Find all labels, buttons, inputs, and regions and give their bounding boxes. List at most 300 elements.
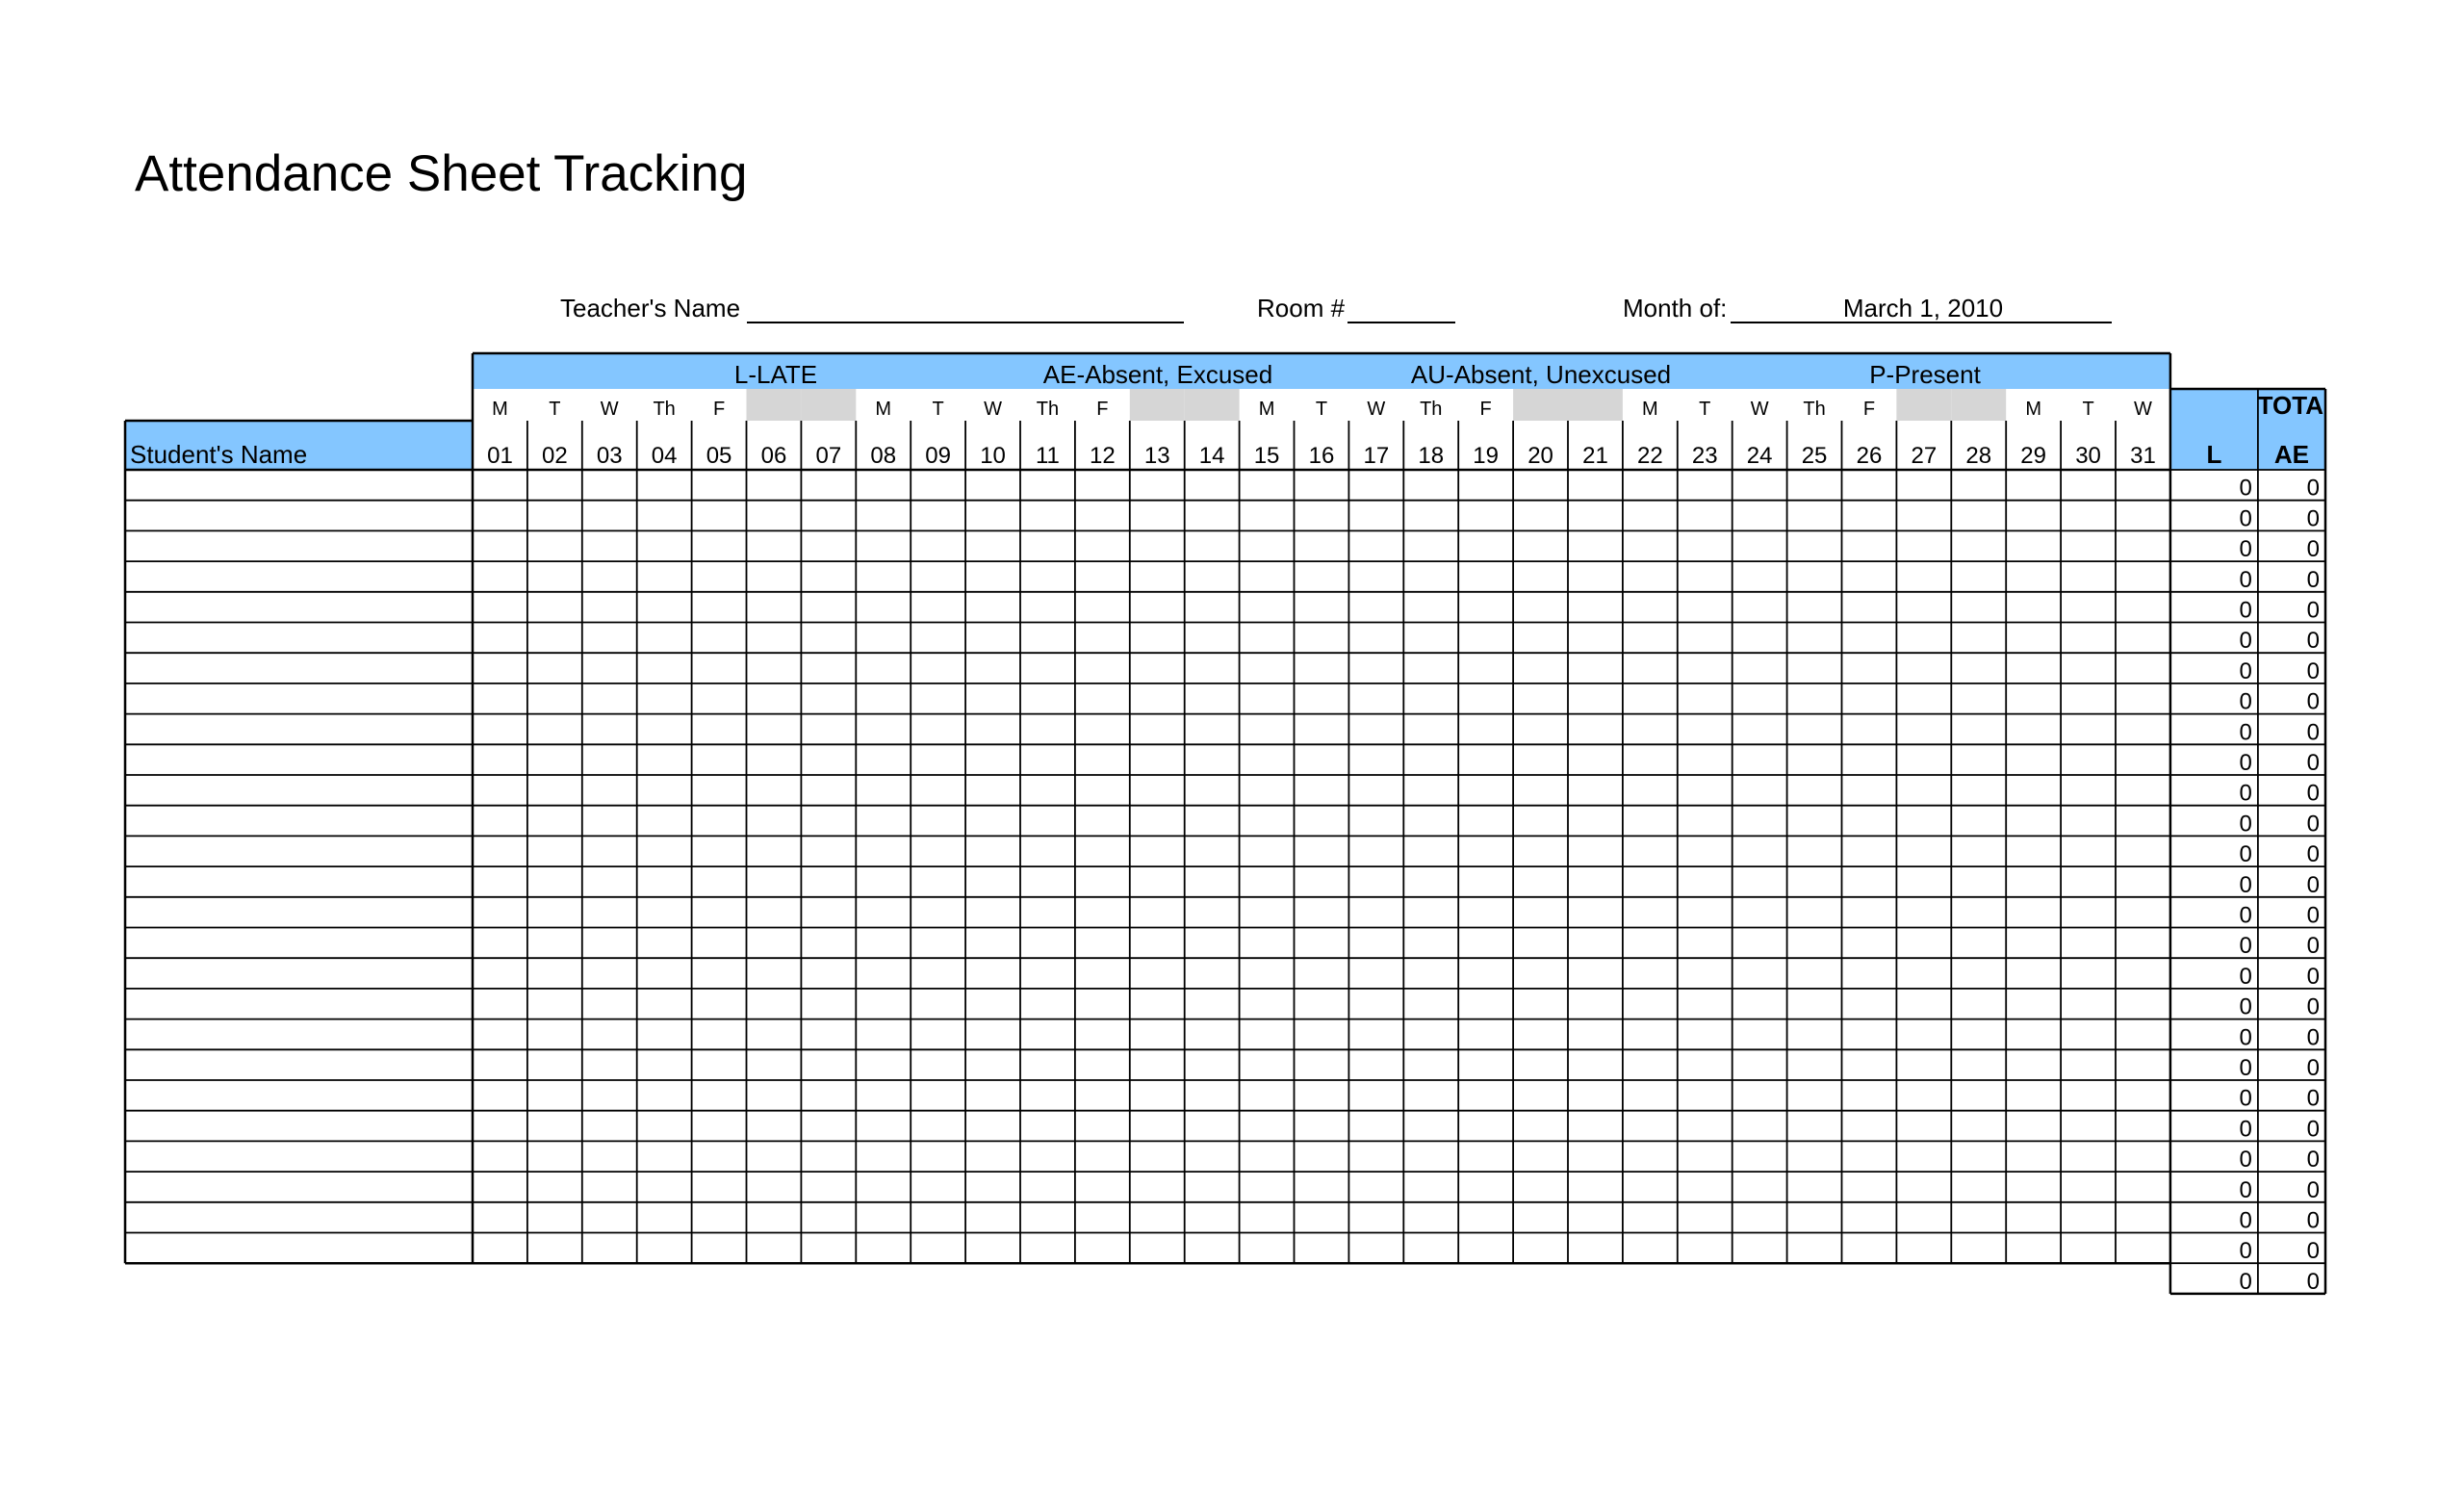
attendance-cell[interactable] bbox=[747, 958, 802, 989]
student-name-cell[interactable] bbox=[125, 623, 473, 654]
attendance-cell[interactable] bbox=[1185, 836, 1240, 866]
attendance-cell[interactable] bbox=[582, 1080, 637, 1111]
attendance-cell[interactable] bbox=[856, 836, 911, 866]
attendance-cell[interactable] bbox=[801, 1111, 856, 1142]
attendance-cell[interactable] bbox=[1513, 530, 1568, 561]
attendance-cell[interactable] bbox=[911, 592, 965, 623]
attendance-cell[interactable] bbox=[747, 561, 802, 592]
attendance-cell[interactable] bbox=[1348, 684, 1403, 714]
attendance-cell[interactable] bbox=[1787, 653, 1842, 684]
attendance-cell[interactable] bbox=[2116, 806, 2170, 837]
attendance-cell[interactable] bbox=[1020, 989, 1075, 1019]
attendance-cell[interactable] bbox=[527, 623, 582, 654]
attendance-cell[interactable] bbox=[1403, 623, 1458, 654]
attendance-cell[interactable] bbox=[1403, 1111, 1458, 1142]
attendance-cell[interactable] bbox=[1240, 744, 1295, 775]
attendance-cell[interactable] bbox=[1513, 1049, 1568, 1080]
attendance-cell[interactable] bbox=[2116, 1080, 2170, 1111]
attendance-cell[interactable] bbox=[473, 1080, 527, 1111]
attendance-cell[interactable] bbox=[637, 836, 692, 866]
attendance-cell[interactable] bbox=[1732, 1172, 1787, 1202]
attendance-cell[interactable] bbox=[1787, 1111, 1842, 1142]
attendance-cell[interactable] bbox=[1458, 470, 1513, 501]
attendance-cell[interactable] bbox=[1732, 806, 1787, 837]
attendance-cell[interactable] bbox=[856, 1019, 911, 1050]
attendance-cell[interactable] bbox=[2006, 1233, 2061, 1264]
attendance-cell[interactable] bbox=[1568, 653, 1623, 684]
attendance-cell[interactable] bbox=[1951, 684, 2006, 714]
attendance-cell[interactable] bbox=[637, 1202, 692, 1233]
attendance-cell[interactable] bbox=[1842, 928, 1897, 959]
attendance-cell[interactable] bbox=[2006, 653, 2061, 684]
attendance-cell[interactable] bbox=[1896, 1172, 1951, 1202]
attendance-cell[interactable] bbox=[801, 470, 856, 501]
student-name-cell[interactable] bbox=[125, 806, 473, 837]
attendance-cell[interactable] bbox=[582, 1233, 637, 1264]
student-name-cell[interactable] bbox=[125, 1202, 473, 1233]
attendance-cell[interactable] bbox=[473, 1111, 527, 1142]
student-name-cell[interactable] bbox=[125, 653, 473, 684]
attendance-cell[interactable] bbox=[1020, 470, 1075, 501]
attendance-cell[interactable] bbox=[801, 866, 856, 897]
attendance-cell[interactable] bbox=[582, 1141, 637, 1172]
attendance-cell[interactable] bbox=[1185, 714, 1240, 745]
attendance-cell[interactable] bbox=[1403, 684, 1458, 714]
attendance-cell[interactable] bbox=[1458, 836, 1513, 866]
attendance-cell[interactable] bbox=[1185, 866, 1240, 897]
attendance-cell[interactable] bbox=[2006, 501, 2061, 531]
attendance-cell[interactable] bbox=[1951, 1019, 2006, 1050]
attendance-cell[interactable] bbox=[1623, 744, 1678, 775]
attendance-cell[interactable] bbox=[1623, 1049, 1678, 1080]
attendance-cell[interactable] bbox=[1787, 958, 1842, 989]
attendance-cell[interactable] bbox=[527, 470, 582, 501]
attendance-cell[interactable] bbox=[2061, 1233, 2116, 1264]
attendance-cell[interactable] bbox=[1295, 653, 1349, 684]
attendance-cell[interactable] bbox=[1185, 623, 1240, 654]
attendance-cell[interactable] bbox=[1896, 684, 1951, 714]
attendance-cell[interactable] bbox=[1348, 653, 1403, 684]
attendance-cell[interactable] bbox=[1348, 775, 1403, 806]
attendance-cell[interactable] bbox=[1623, 1080, 1678, 1111]
attendance-cell[interactable] bbox=[473, 561, 527, 592]
attendance-cell[interactable] bbox=[1348, 1202, 1403, 1233]
attendance-cell[interactable] bbox=[965, 897, 1020, 928]
attendance-cell[interactable] bbox=[801, 744, 856, 775]
attendance-cell[interactable] bbox=[1348, 470, 1403, 501]
attendance-cell[interactable] bbox=[527, 928, 582, 959]
attendance-cell[interactable] bbox=[1513, 1141, 1568, 1172]
attendance-cell[interactable] bbox=[2061, 1172, 2116, 1202]
attendance-cell[interactable] bbox=[2006, 836, 2061, 866]
attendance-cell[interactable] bbox=[1295, 958, 1349, 989]
attendance-cell[interactable] bbox=[1295, 806, 1349, 837]
attendance-cell[interactable] bbox=[1896, 836, 1951, 866]
attendance-cell[interactable] bbox=[1568, 623, 1623, 654]
attendance-cell[interactable] bbox=[1075, 1111, 1130, 1142]
attendance-cell[interactable] bbox=[1787, 744, 1842, 775]
attendance-cell[interactable] bbox=[2061, 501, 2116, 531]
attendance-cell[interactable] bbox=[1240, 623, 1295, 654]
attendance-cell[interactable] bbox=[582, 1202, 637, 1233]
attendance-cell[interactable] bbox=[1295, 684, 1349, 714]
attendance-cell[interactable] bbox=[1623, 501, 1678, 531]
attendance-cell[interactable] bbox=[1075, 1049, 1130, 1080]
attendance-cell[interactable] bbox=[1842, 1080, 1897, 1111]
attendance-cell[interactable] bbox=[1568, 470, 1623, 501]
attendance-cell[interactable] bbox=[1842, 1111, 1897, 1142]
attendance-cell[interactable] bbox=[1020, 561, 1075, 592]
attendance-cell[interactable] bbox=[1678, 501, 1732, 531]
attendance-cell[interactable] bbox=[1513, 958, 1568, 989]
attendance-cell[interactable] bbox=[1732, 1111, 1787, 1142]
attendance-cell[interactable] bbox=[1951, 1202, 2006, 1233]
attendance-cell[interactable] bbox=[801, 928, 856, 959]
attendance-cell[interactable] bbox=[1075, 530, 1130, 561]
attendance-cell[interactable] bbox=[1732, 530, 1787, 561]
attendance-cell[interactable] bbox=[637, 744, 692, 775]
attendance-cell[interactable] bbox=[692, 989, 747, 1019]
attendance-cell[interactable] bbox=[1951, 775, 2006, 806]
attendance-cell[interactable] bbox=[1623, 775, 1678, 806]
attendance-cell[interactable] bbox=[527, 714, 582, 745]
attendance-cell[interactable] bbox=[1678, 1111, 1732, 1142]
attendance-cell[interactable] bbox=[801, 684, 856, 714]
attendance-cell[interactable] bbox=[1240, 806, 1295, 837]
attendance-cell[interactable] bbox=[1732, 561, 1787, 592]
attendance-cell[interactable] bbox=[2061, 684, 2116, 714]
attendance-cell[interactable] bbox=[2061, 1141, 2116, 1172]
attendance-cell[interactable] bbox=[637, 775, 692, 806]
attendance-cell[interactable] bbox=[1020, 928, 1075, 959]
attendance-cell[interactable] bbox=[1732, 1049, 1787, 1080]
attendance-cell[interactable] bbox=[1568, 897, 1623, 928]
attendance-cell[interactable] bbox=[1075, 1202, 1130, 1233]
attendance-cell[interactable] bbox=[801, 775, 856, 806]
attendance-cell[interactable] bbox=[582, 561, 637, 592]
attendance-cell[interactable] bbox=[747, 806, 802, 837]
attendance-cell[interactable] bbox=[965, 1172, 1020, 1202]
student-name-cell[interactable] bbox=[125, 470, 473, 501]
attendance-cell[interactable] bbox=[1678, 806, 1732, 837]
attendance-cell[interactable] bbox=[801, 530, 856, 561]
attendance-cell[interactable] bbox=[1951, 744, 2006, 775]
attendance-cell[interactable] bbox=[1787, 714, 1842, 745]
attendance-cell[interactable] bbox=[1568, 1049, 1623, 1080]
attendance-cell[interactable] bbox=[911, 1233, 965, 1264]
attendance-cell[interactable] bbox=[1403, 530, 1458, 561]
attendance-cell[interactable] bbox=[1896, 1111, 1951, 1142]
attendance-cell[interactable] bbox=[911, 836, 965, 866]
attendance-cell[interactable] bbox=[965, 775, 1020, 806]
attendance-cell[interactable] bbox=[1458, 806, 1513, 837]
attendance-cell[interactable] bbox=[1678, 1202, 1732, 1233]
attendance-cell[interactable] bbox=[2116, 714, 2170, 745]
attendance-cell[interactable] bbox=[1787, 928, 1842, 959]
attendance-cell[interactable] bbox=[1678, 592, 1732, 623]
attendance-cell[interactable] bbox=[2061, 470, 2116, 501]
attendance-cell[interactable] bbox=[2006, 470, 2061, 501]
attendance-cell[interactable] bbox=[2006, 744, 2061, 775]
attendance-cell[interactable] bbox=[1678, 561, 1732, 592]
attendance-cell[interactable] bbox=[1130, 1233, 1185, 1264]
attendance-cell[interactable] bbox=[2006, 714, 2061, 745]
attendance-cell[interactable] bbox=[1896, 1019, 1951, 1050]
attendance-cell[interactable] bbox=[911, 684, 965, 714]
attendance-cell[interactable] bbox=[1951, 653, 2006, 684]
attendance-cell[interactable] bbox=[1513, 561, 1568, 592]
attendance-cell[interactable] bbox=[1568, 684, 1623, 714]
attendance-cell[interactable] bbox=[582, 928, 637, 959]
attendance-cell[interactable] bbox=[1075, 684, 1130, 714]
attendance-cell[interactable] bbox=[1295, 1019, 1349, 1050]
student-name-cell[interactable] bbox=[125, 744, 473, 775]
attendance-cell[interactable] bbox=[1842, 806, 1897, 837]
attendance-cell[interactable] bbox=[911, 1049, 965, 1080]
attendance-cell[interactable] bbox=[2061, 1049, 2116, 1080]
attendance-cell[interactable] bbox=[1020, 1049, 1075, 1080]
attendance-cell[interactable] bbox=[1020, 744, 1075, 775]
attendance-cell[interactable] bbox=[2061, 836, 2116, 866]
attendance-cell[interactable] bbox=[1458, 1141, 1513, 1172]
attendance-cell[interactable] bbox=[1951, 714, 2006, 745]
student-name-cell[interactable] bbox=[125, 775, 473, 806]
attendance-cell[interactable] bbox=[1951, 897, 2006, 928]
attendance-cell[interactable] bbox=[2061, 1202, 2116, 1233]
attendance-cell[interactable] bbox=[527, 866, 582, 897]
attendance-cell[interactable] bbox=[2006, 1049, 2061, 1080]
attendance-cell[interactable] bbox=[1130, 744, 1185, 775]
attendance-cell[interactable] bbox=[1623, 592, 1678, 623]
attendance-cell[interactable] bbox=[1678, 989, 1732, 1019]
attendance-cell[interactable] bbox=[1403, 1141, 1458, 1172]
attendance-cell[interactable] bbox=[1568, 866, 1623, 897]
attendance-cell[interactable] bbox=[801, 1172, 856, 1202]
attendance-cell[interactable] bbox=[1240, 592, 1295, 623]
attendance-cell[interactable] bbox=[1295, 1141, 1349, 1172]
attendance-cell[interactable] bbox=[1842, 1233, 1897, 1264]
attendance-cell[interactable] bbox=[747, 592, 802, 623]
attendance-cell[interactable] bbox=[747, 530, 802, 561]
attendance-cell[interactable] bbox=[1787, 684, 1842, 714]
attendance-cell[interactable] bbox=[1513, 1019, 1568, 1050]
attendance-cell[interactable] bbox=[1458, 1111, 1513, 1142]
attendance-cell[interactable] bbox=[2116, 866, 2170, 897]
attendance-cell[interactable] bbox=[965, 684, 1020, 714]
attendance-cell[interactable] bbox=[2116, 623, 2170, 654]
attendance-cell[interactable] bbox=[1896, 470, 1951, 501]
attendance-cell[interactable] bbox=[2061, 1019, 2116, 1050]
attendance-cell[interactable] bbox=[2061, 866, 2116, 897]
attendance-cell[interactable] bbox=[911, 806, 965, 837]
attendance-cell[interactable] bbox=[1732, 592, 1787, 623]
attendance-cell[interactable] bbox=[1623, 714, 1678, 745]
attendance-cell[interactable] bbox=[1732, 1141, 1787, 1172]
attendance-cell[interactable] bbox=[692, 806, 747, 837]
attendance-cell[interactable] bbox=[911, 744, 965, 775]
attendance-cell[interactable] bbox=[1185, 501, 1240, 531]
attendance-cell[interactable] bbox=[582, 775, 637, 806]
attendance-cell[interactable] bbox=[1732, 744, 1787, 775]
attendance-cell[interactable] bbox=[692, 714, 747, 745]
attendance-cell[interactable] bbox=[1678, 1019, 1732, 1050]
attendance-cell[interactable] bbox=[2061, 623, 2116, 654]
attendance-cell[interactable] bbox=[1185, 561, 1240, 592]
attendance-cell[interactable] bbox=[2006, 1202, 2061, 1233]
attendance-cell[interactable] bbox=[1295, 775, 1349, 806]
attendance-cell[interactable] bbox=[1458, 1019, 1513, 1050]
attendance-cell[interactable] bbox=[582, 714, 637, 745]
attendance-cell[interactable] bbox=[1020, 958, 1075, 989]
attendance-cell[interactable] bbox=[1348, 806, 1403, 837]
attendance-cell[interactable] bbox=[1348, 744, 1403, 775]
attendance-cell[interactable] bbox=[527, 561, 582, 592]
attendance-cell[interactable] bbox=[1458, 623, 1513, 654]
attendance-cell[interactable] bbox=[1896, 897, 1951, 928]
student-name-cell[interactable] bbox=[125, 1172, 473, 1202]
attendance-cell[interactable] bbox=[637, 1080, 692, 1111]
attendance-cell[interactable] bbox=[801, 836, 856, 866]
attendance-cell[interactable] bbox=[856, 623, 911, 654]
attendance-cell[interactable] bbox=[1896, 530, 1951, 561]
attendance-cell[interactable] bbox=[856, 1141, 911, 1172]
attendance-cell[interactable] bbox=[2061, 958, 2116, 989]
attendance-cell[interactable] bbox=[1568, 530, 1623, 561]
attendance-cell[interactable] bbox=[747, 1233, 802, 1264]
attendance-cell[interactable] bbox=[637, 806, 692, 837]
student-name-cell[interactable] bbox=[125, 989, 473, 1019]
student-name-cell[interactable] bbox=[125, 1049, 473, 1080]
attendance-cell[interactable] bbox=[1130, 501, 1185, 531]
attendance-cell[interactable] bbox=[1513, 1202, 1568, 1233]
attendance-cell[interactable] bbox=[1185, 744, 1240, 775]
attendance-cell[interactable] bbox=[2116, 561, 2170, 592]
attendance-cell[interactable] bbox=[1513, 684, 1568, 714]
attendance-cell[interactable] bbox=[1787, 836, 1842, 866]
attendance-cell[interactable] bbox=[1623, 684, 1678, 714]
attendance-cell[interactable] bbox=[1403, 958, 1458, 989]
attendance-cell[interactable] bbox=[1623, 1233, 1678, 1264]
attendance-cell[interactable] bbox=[801, 623, 856, 654]
attendance-cell[interactable] bbox=[1295, 530, 1349, 561]
attendance-cell[interactable] bbox=[1732, 1202, 1787, 1233]
attendance-cell[interactable] bbox=[527, 989, 582, 1019]
attendance-cell[interactable] bbox=[1130, 714, 1185, 745]
attendance-cell[interactable] bbox=[582, 530, 637, 561]
attendance-cell[interactable] bbox=[1896, 653, 1951, 684]
attendance-cell[interactable] bbox=[1842, 470, 1897, 501]
attendance-cell[interactable] bbox=[1240, 928, 1295, 959]
attendance-cell[interactable] bbox=[2116, 744, 2170, 775]
attendance-cell[interactable] bbox=[473, 530, 527, 561]
attendance-cell[interactable] bbox=[1896, 501, 1951, 531]
attendance-cell[interactable] bbox=[1130, 775, 1185, 806]
attendance-cell[interactable] bbox=[1185, 897, 1240, 928]
attendance-cell[interactable] bbox=[527, 1202, 582, 1233]
attendance-cell[interactable] bbox=[1075, 1233, 1130, 1264]
attendance-cell[interactable] bbox=[965, 1019, 1020, 1050]
attendance-cell[interactable] bbox=[1458, 592, 1513, 623]
attendance-cell[interactable] bbox=[747, 928, 802, 959]
attendance-cell[interactable] bbox=[1732, 775, 1787, 806]
attendance-cell[interactable] bbox=[801, 592, 856, 623]
attendance-cell[interactable] bbox=[692, 684, 747, 714]
attendance-cell[interactable] bbox=[1458, 501, 1513, 531]
attendance-cell[interactable] bbox=[692, 866, 747, 897]
attendance-cell[interactable] bbox=[1678, 714, 1732, 745]
attendance-cell[interactable] bbox=[2116, 928, 2170, 959]
attendance-cell[interactable] bbox=[965, 806, 1020, 837]
attendance-cell[interactable] bbox=[911, 714, 965, 745]
attendance-cell[interactable] bbox=[1130, 1172, 1185, 1202]
attendance-cell[interactable] bbox=[1295, 561, 1349, 592]
student-name-cell[interactable] bbox=[125, 592, 473, 623]
attendance-cell[interactable] bbox=[1348, 866, 1403, 897]
attendance-cell[interactable] bbox=[911, 623, 965, 654]
attendance-cell[interactable] bbox=[1458, 714, 1513, 745]
attendance-cell[interactable] bbox=[801, 1141, 856, 1172]
attendance-cell[interactable] bbox=[747, 714, 802, 745]
attendance-cell[interactable] bbox=[2006, 530, 2061, 561]
attendance-cell[interactable] bbox=[1240, 501, 1295, 531]
attendance-cell[interactable] bbox=[1130, 653, 1185, 684]
attendance-cell[interactable] bbox=[2006, 1141, 2061, 1172]
student-name-cell[interactable] bbox=[125, 897, 473, 928]
attendance-cell[interactable] bbox=[801, 1019, 856, 1050]
attendance-cell[interactable] bbox=[1240, 470, 1295, 501]
attendance-cell[interactable] bbox=[582, 653, 637, 684]
student-name-cell[interactable] bbox=[125, 1080, 473, 1111]
attendance-cell[interactable] bbox=[582, 836, 637, 866]
attendance-cell[interactable] bbox=[1348, 592, 1403, 623]
attendance-cell[interactable] bbox=[965, 530, 1020, 561]
student-name-cell[interactable] bbox=[125, 501, 473, 531]
attendance-cell[interactable] bbox=[1732, 1080, 1787, 1111]
attendance-cell[interactable] bbox=[1295, 1172, 1349, 1202]
attendance-cell[interactable] bbox=[1787, 1202, 1842, 1233]
attendance-cell[interactable] bbox=[1951, 1233, 2006, 1264]
student-name-cell[interactable] bbox=[125, 684, 473, 714]
attendance-cell[interactable] bbox=[801, 989, 856, 1019]
attendance-cell[interactable] bbox=[856, 928, 911, 959]
attendance-cell[interactable] bbox=[1732, 897, 1787, 928]
attendance-cell[interactable] bbox=[1568, 1202, 1623, 1233]
attendance-cell[interactable] bbox=[2061, 775, 2116, 806]
attendance-cell[interactable] bbox=[856, 866, 911, 897]
attendance-cell[interactable] bbox=[856, 1049, 911, 1080]
attendance-cell[interactable] bbox=[1403, 775, 1458, 806]
student-name-cell[interactable] bbox=[125, 1019, 473, 1050]
attendance-cell[interactable] bbox=[1075, 1019, 1130, 1050]
attendance-cell[interactable] bbox=[911, 501, 965, 531]
attendance-cell[interactable] bbox=[1513, 1172, 1568, 1202]
attendance-cell[interactable] bbox=[1951, 928, 2006, 959]
attendance-cell[interactable] bbox=[1787, 561, 1842, 592]
attendance-cell[interactable] bbox=[1623, 836, 1678, 866]
attendance-cell[interactable] bbox=[692, 928, 747, 959]
attendance-cell[interactable] bbox=[1842, 866, 1897, 897]
attendance-cell[interactable] bbox=[1568, 744, 1623, 775]
attendance-cell[interactable] bbox=[1403, 744, 1458, 775]
attendance-cell[interactable] bbox=[1787, 530, 1842, 561]
attendance-cell[interactable] bbox=[1295, 1233, 1349, 1264]
attendance-cell[interactable] bbox=[801, 561, 856, 592]
attendance-cell[interactable] bbox=[1185, 806, 1240, 837]
attendance-cell[interactable] bbox=[473, 623, 527, 654]
attendance-cell[interactable] bbox=[1896, 806, 1951, 837]
attendance-cell[interactable] bbox=[2116, 1141, 2170, 1172]
attendance-cell[interactable] bbox=[1130, 1141, 1185, 1172]
